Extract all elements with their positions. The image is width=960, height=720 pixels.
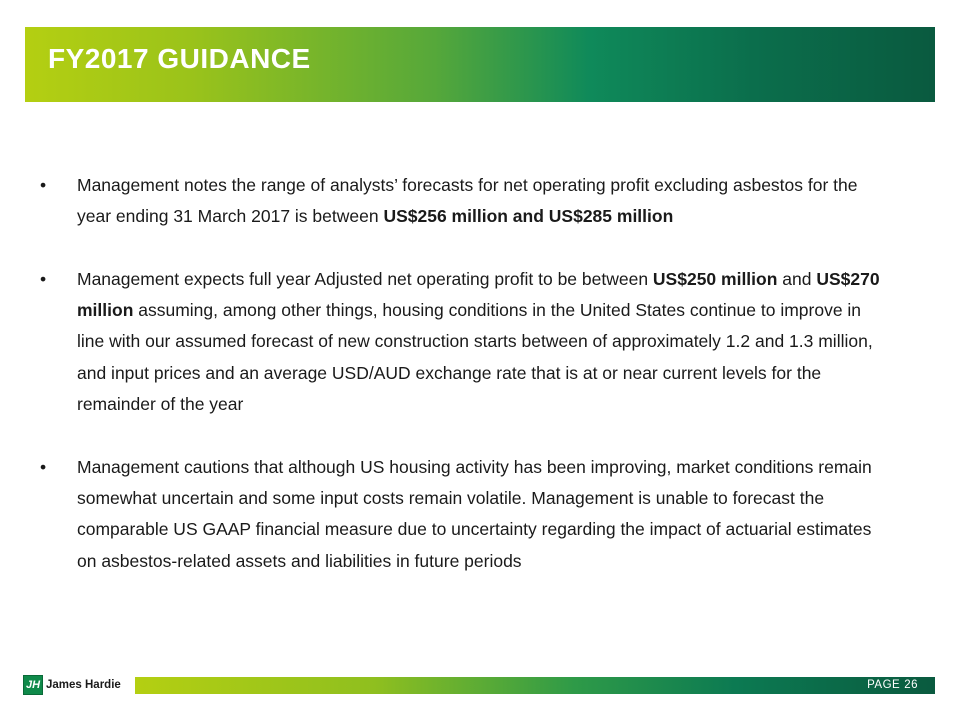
- logo: [23, 674, 121, 696]
- bullet-bold-segment: US$270 million: [77, 268, 880, 321]
- bullet-dot-icon: •: [40, 175, 47, 195]
- logo-text: James Hardie: [46, 679, 121, 691]
- bullet-segment: Management expects full year Adjusted net operating profit to be between: [77, 268, 653, 289]
- bullet-text: [77, 452, 890, 577]
- bullet-segment: Management cautions that although US housing activity has been improving, market conditions remain somewhat uncertain and some input costs remain volatile. Management is unable to forecast the comparable US GAAP financial measure due to uncertainty regarding the impact of actuarial estimates on asbestos-related assets and liabilities in future periods: [77, 456, 872, 571]
- bullet-segment: and: [777, 268, 817, 289]
- bullet-text: [77, 264, 890, 420]
- bullet-segment: Management notes the range of analysts’ forecasts for net operating profit excluding asbestos for the year ending 31 March 2017 is between: [77, 175, 858, 227]
- page-title: FY2017 GUIDANCE: [48, 43, 311, 74]
- page-number-label: [863, 677, 918, 694]
- bullet-dot-icon: •: [40, 456, 47, 477]
- bullet-text: [77, 170, 890, 233]
- page-label-text: PAGE: [867, 679, 901, 691]
- bullet-segment: assuming, among other things, housing conditions in the United States continue to improve in line with our assumed forecast of new construction starts between of approximately 1.2 and 1.3 million, and input prices and an average USD/AUD exchange rate that is at or near current levels for the remainder of the year: [77, 300, 873, 415]
- james-hardie-logo-icon: JH: [23, 675, 43, 695]
- bullet-item: [40, 264, 890, 420]
- bullet-item: [40, 170, 890, 233]
- page-number: 26: [904, 679, 918, 691]
- footer-bar: [135, 677, 935, 694]
- title-banner: [25, 27, 935, 102]
- bullet-bold-segment: US$256 million and US$285 million: [383, 206, 674, 227]
- bullet-item: [40, 452, 890, 577]
- bullet-bold-segment: US$250 million: [652, 268, 778, 289]
- bullet-dot-icon: •: [40, 268, 47, 289]
- bullet-list: [40, 170, 890, 577]
